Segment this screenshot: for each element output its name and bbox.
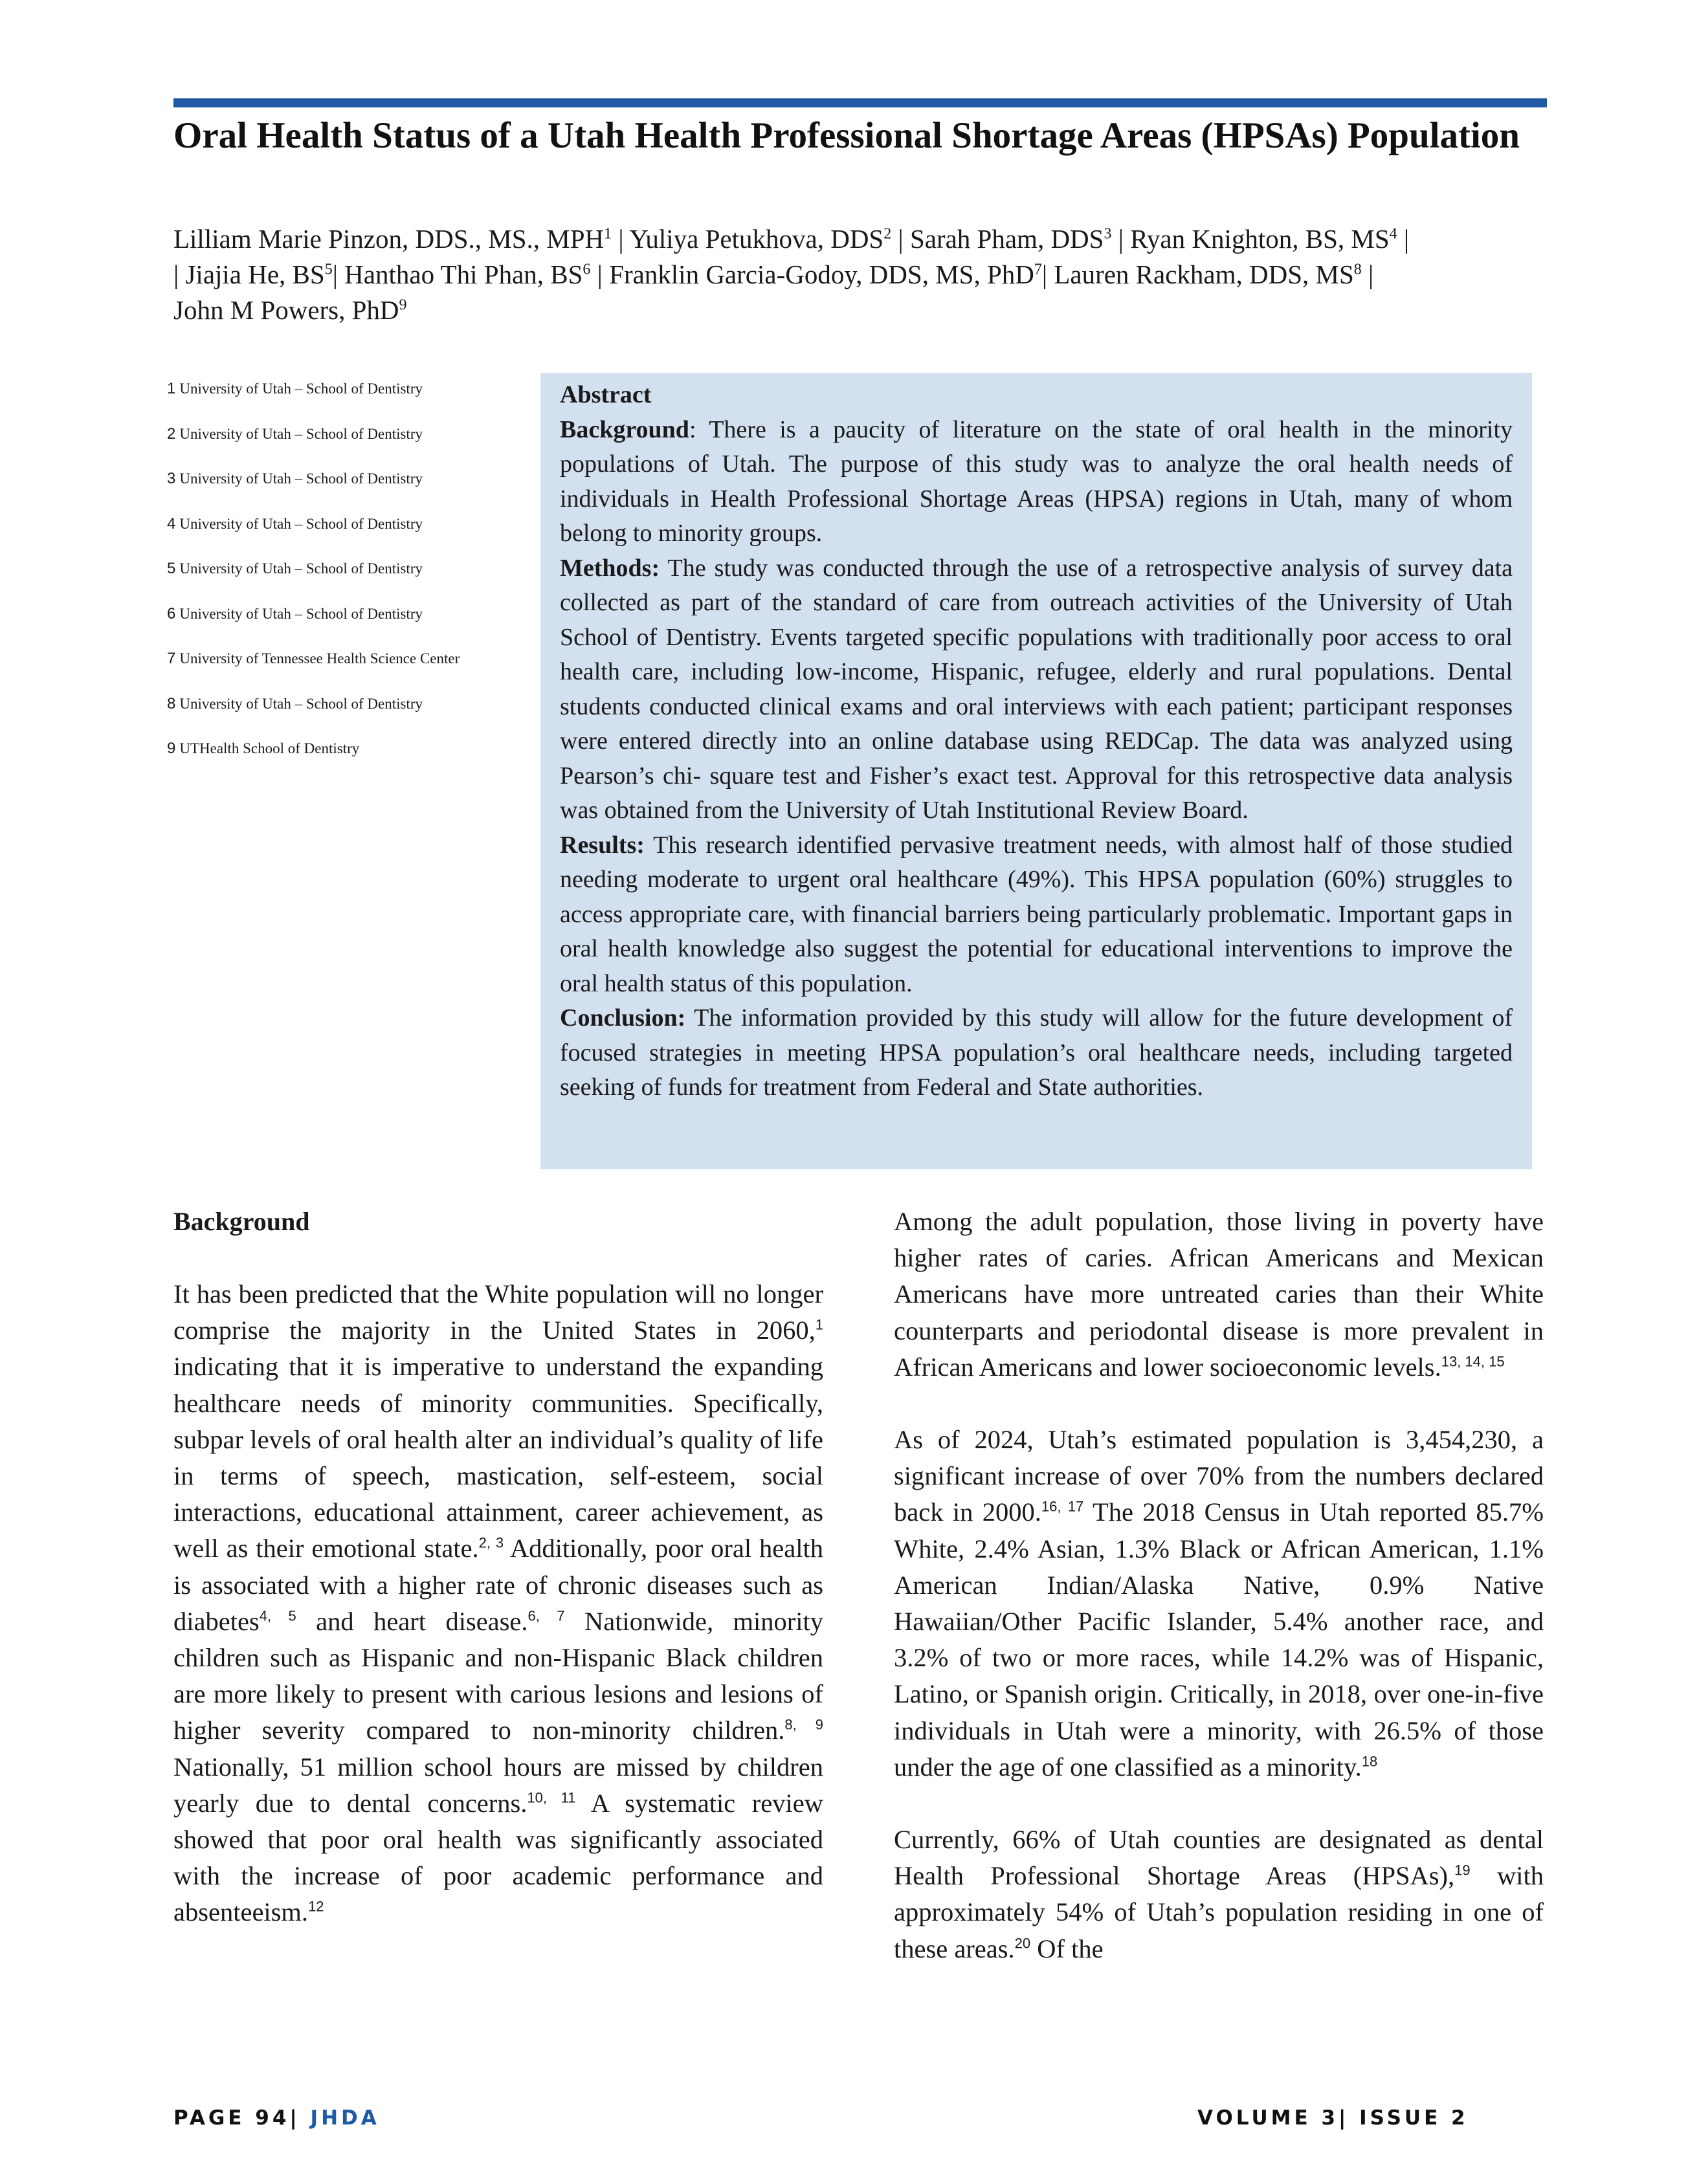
author-name: John M Powers, PhD: [173, 295, 399, 325]
affiliation-item: [167, 456, 516, 502]
author-name: Yuliya Petukhova, DDS: [629, 224, 884, 254]
affiliation-text: University of Utah – School of Dentistry: [179, 381, 423, 397]
abstract-background-text: : There is a paucity of literature on the state of oral health in the minority populations of Utah. The purpose of this study was to analyze the oral health needs of individuals in Health Professional Shortage Areas (HPSA) regions in Utah, many of whom belong to minority groups.: [560, 415, 1513, 547]
affiliation-text: University of Utah – School of Dentistry: [179, 560, 423, 577]
body-text: The 2018 Census in Utah reported 85.7% White, 2.4% Asian, 1.3% Black or African American, 1.1% American Indian/Alaska Native, 0.9% Native Hawaiian/Other Pacific Islander, 5.4% another race, and 3.2% of two or more races, while 14.2% was of Hispanic, Latino, or Spanish origin. Critically, in 2018, over one-in-five individuals in Utah were a minority, with 26.5% of those under the age of one classified as a minority.: [894, 1497, 1544, 1781]
body-text: Among the adult population, those living in poverty have higher rates of caries. African Americans and Mexican Americans have more untreated caries than their White counterparts and periodontal disease is more prevalent in African Americans and lower socioeconomic levels.: [894, 1207, 1544, 1382]
affiliation-text: University of Utah – School of Dentistry: [179, 425, 423, 442]
affiliation-number: 7: [167, 650, 176, 667]
author-name: Hanthao Thi Phan, BS: [344, 259, 583, 289]
affiliation-text: University of Utah – School of Dentistry: [179, 515, 423, 532]
citation: 16, 17: [1041, 1498, 1084, 1515]
abstract-methods-label: Methods:: [560, 554, 660, 582]
body-column-left: [173, 1204, 823, 1967]
affiliation-item: [167, 681, 516, 727]
affiliation-item: [167, 726, 516, 771]
author-name: Sarah Pham, DDS: [909, 224, 1104, 254]
author-sup: 7: [1034, 261, 1042, 278]
abstract-conclusion-text: The information provided by this study will allow for the future development of focused strategies in meeting HPSA population’s oral healthcare needs, including targeted seeking of funds for treatment from Federal and State authorities.: [560, 1004, 1513, 1101]
author-name: Ryan Knighton, BS, MS: [1130, 224, 1390, 254]
affiliation-text: UTHealth School of Dentistry: [179, 740, 360, 756]
footer-volume-issue: VOLUME 3| ISSUE 2: [1197, 2106, 1469, 2130]
body-paragraph: [894, 1822, 1544, 1967]
abstract-heading: Abstract: [560, 381, 652, 408]
abstract-results-label: Results:: [560, 831, 645, 859]
body-text: Currently, 66% of Utah counties are designated as dental Health Professional Shortage Areas (HPSAs),: [894, 1825, 1544, 1891]
author-name: Franklin Garcia-Godoy, DDS, MS, PhD: [609, 259, 1034, 289]
affiliation-number: 6: [167, 604, 176, 623]
footer-journal: JHDA: [310, 2106, 380, 2130]
body-text: and heart disease.: [296, 1606, 528, 1636]
body-text: As of 2024, Utah’s estimated population is 3,454,230, a significant increase of over 70% from the numbers declared back in 2000.: [894, 1425, 1544, 1527]
citation: 10, 11: [527, 1789, 576, 1806]
section-heading-background: Background: [173, 1207, 310, 1236]
author-name: Lilliam Marie Pinzon, DDS., MS., MPH: [173, 224, 605, 254]
affiliation-item: [167, 636, 516, 681]
citation: 1: [815, 1316, 823, 1333]
body-text: Additionally, poor oral health is associated with a higher rate of chronic diseases such as diabetes: [173, 1534, 824, 1636]
body-column-right: [894, 1204, 1544, 2003]
body-paragraph: [894, 1422, 1544, 1785]
author-name: Lauren Rackham, DDS, MS: [1054, 259, 1354, 289]
author-sup: 6: [583, 261, 591, 278]
paper-title: Oral Health Status of a Utah Health Professional Shortage Areas (HPSAs) Population: [173, 115, 1520, 156]
affiliation-list: [167, 366, 516, 771]
affiliation-item: [167, 546, 516, 591]
affiliation-item: [167, 366, 516, 412]
author-sup: 1: [604, 225, 612, 243]
affiliation-text: University of Utah – School of Dentistry: [179, 470, 423, 487]
affiliation-text: University of Utah – School of Dentistry: [179, 605, 423, 622]
citation: 20: [1014, 1935, 1031, 1952]
author-sup: 5: [324, 261, 333, 278]
body-paragraph: [894, 1204, 1544, 1385]
affiliation-text: University of Tennessee Health Science Center: [179, 650, 460, 667]
author-sup: 8: [1353, 261, 1362, 278]
header-rule: [173, 98, 1547, 107]
abstract-conclusion: [560, 1001, 1513, 1105]
citation: 6, 7: [527, 1607, 565, 1624]
author-sup: 2: [883, 225, 892, 243]
author-list: Lilliam Marie Pinzon, DDS., MS., MPH$^1$ | Yuliya Petukhova, DDS$^2$ | Sarah Pham, DDS$^3$ | Ryan Knighton, BS, $MS^4$ | | Jiajia He, $BS^5|$ Hanthao Thi Phan, $BS^6$ | Franklin Garcia-Godoy, DDS, MS, PhD$^7$| Lauren Rackham, DDS, $MS^8$ | John M Powers, PhD$^9$: [173, 224, 1410, 325]
author-sup: 9: [399, 296, 407, 314]
citation: 2, 3: [478, 1534, 504, 1551]
body-text: Nationwide, minority children such as Hispanic and non-Hispanic Black children are more likely to present with carious lesions and lesions of higher severity compared to non-minority children.: [173, 1606, 823, 1745]
affiliation-number: 5: [167, 560, 176, 577]
affiliation-item: [167, 591, 516, 637]
citation: 4, 5: [259, 1607, 296, 1624]
body-text: Of the: [1030, 1934, 1104, 1963]
affiliation-number: 1: [167, 380, 176, 397]
affiliation-number: 9: [167, 740, 176, 757]
abstract-background: [560, 413, 1513, 551]
citation: 18: [1361, 1753, 1378, 1770]
footer-page-info: [173, 2106, 380, 2130]
abstract-conclusion-label: Conclusion:: [560, 1004, 686, 1031]
body-text: Nationally, 51 million school hours are missed by children yearly due to dental concerns.: [173, 1752, 823, 1818]
footer-page-label: PAGE 94|: [173, 2106, 300, 2130]
affiliation-item: [167, 412, 516, 457]
author-sup: 4: [1389, 225, 1397, 243]
citation: 13, 14, 15: [1441, 1353, 1505, 1370]
affiliation-text: University of Utah – School of Dentistry: [179, 695, 423, 712]
affiliation-number: 8: [167, 694, 176, 712]
body-paragraph: [173, 1276, 823, 1931]
abstract-results-text: This research identified pervasive treatment needs, with almost half of those studied needing moderate to urgent oral healthcare (49%). This HPSA population (60%) struggles to access appropriate care, with financial barriers being particularly problematic. Important gaps in oral health knowledge also suggest the potential for educational interventions to improve the oral health status of this population.: [560, 831, 1513, 997]
author-name: Jiajia He, BS: [185, 259, 325, 289]
body-text: with approximately 54% of Utah’s population residing in one of these areas.: [894, 1861, 1544, 1963]
affiliation-item: [167, 502, 516, 547]
abstract-methods-text: The study was conducted through the use of a retrospective analysis of survey data collected as part of the standard of care from outreach activities of the University of Utah School of Dentistry. Events targeted specific populations with traditionally poor access to oral health care, including low-income, Hispanic, refugee, elderly and rural populations. Dental students conducted clinical exams and oral interviews with each patient; participant responses were entered directly into an online database using REDCap. The data was analyzed using Pearson’s chi- square test and Fisher’s exact test. Approval for this retrospective data analysis was obtained from the University of Utah Institutional Review Board.: [560, 554, 1513, 824]
affiliation-number: 4: [167, 514, 176, 533]
author-sup: 3: [1104, 225, 1112, 243]
abstract-box: [540, 373, 1532, 1169]
citation: 12: [308, 1898, 324, 1915]
body-text: indicating that it is imperative to understand the expanding healthcare needs of minority communities. Specifically, subpar levels of oral health alter an individual’s quality of life in terms of speech, mastication, self-esteem, social interactions, educational attainment, career achievement, as well as their emotional state.: [173, 1352, 823, 1563]
affiliation-number: 2: [167, 425, 176, 443]
abstract-results: [560, 828, 1513, 1002]
abstract-methods: [560, 551, 1513, 828]
abstract-background-label: Background: [560, 415, 689, 443]
citation: 19: [1454, 1862, 1471, 1879]
body-text: A systematic review showed that poor oral health was significantly associated with the increase of poor academic performance and absenteeism.: [173, 1788, 823, 1927]
affiliation-number: 3: [167, 470, 176, 487]
body-text: It has been predicted that the White population will no longer comprise the majority in the United States in 2060,: [173, 1279, 823, 1345]
citation: 8, 9: [784, 1716, 823, 1733]
